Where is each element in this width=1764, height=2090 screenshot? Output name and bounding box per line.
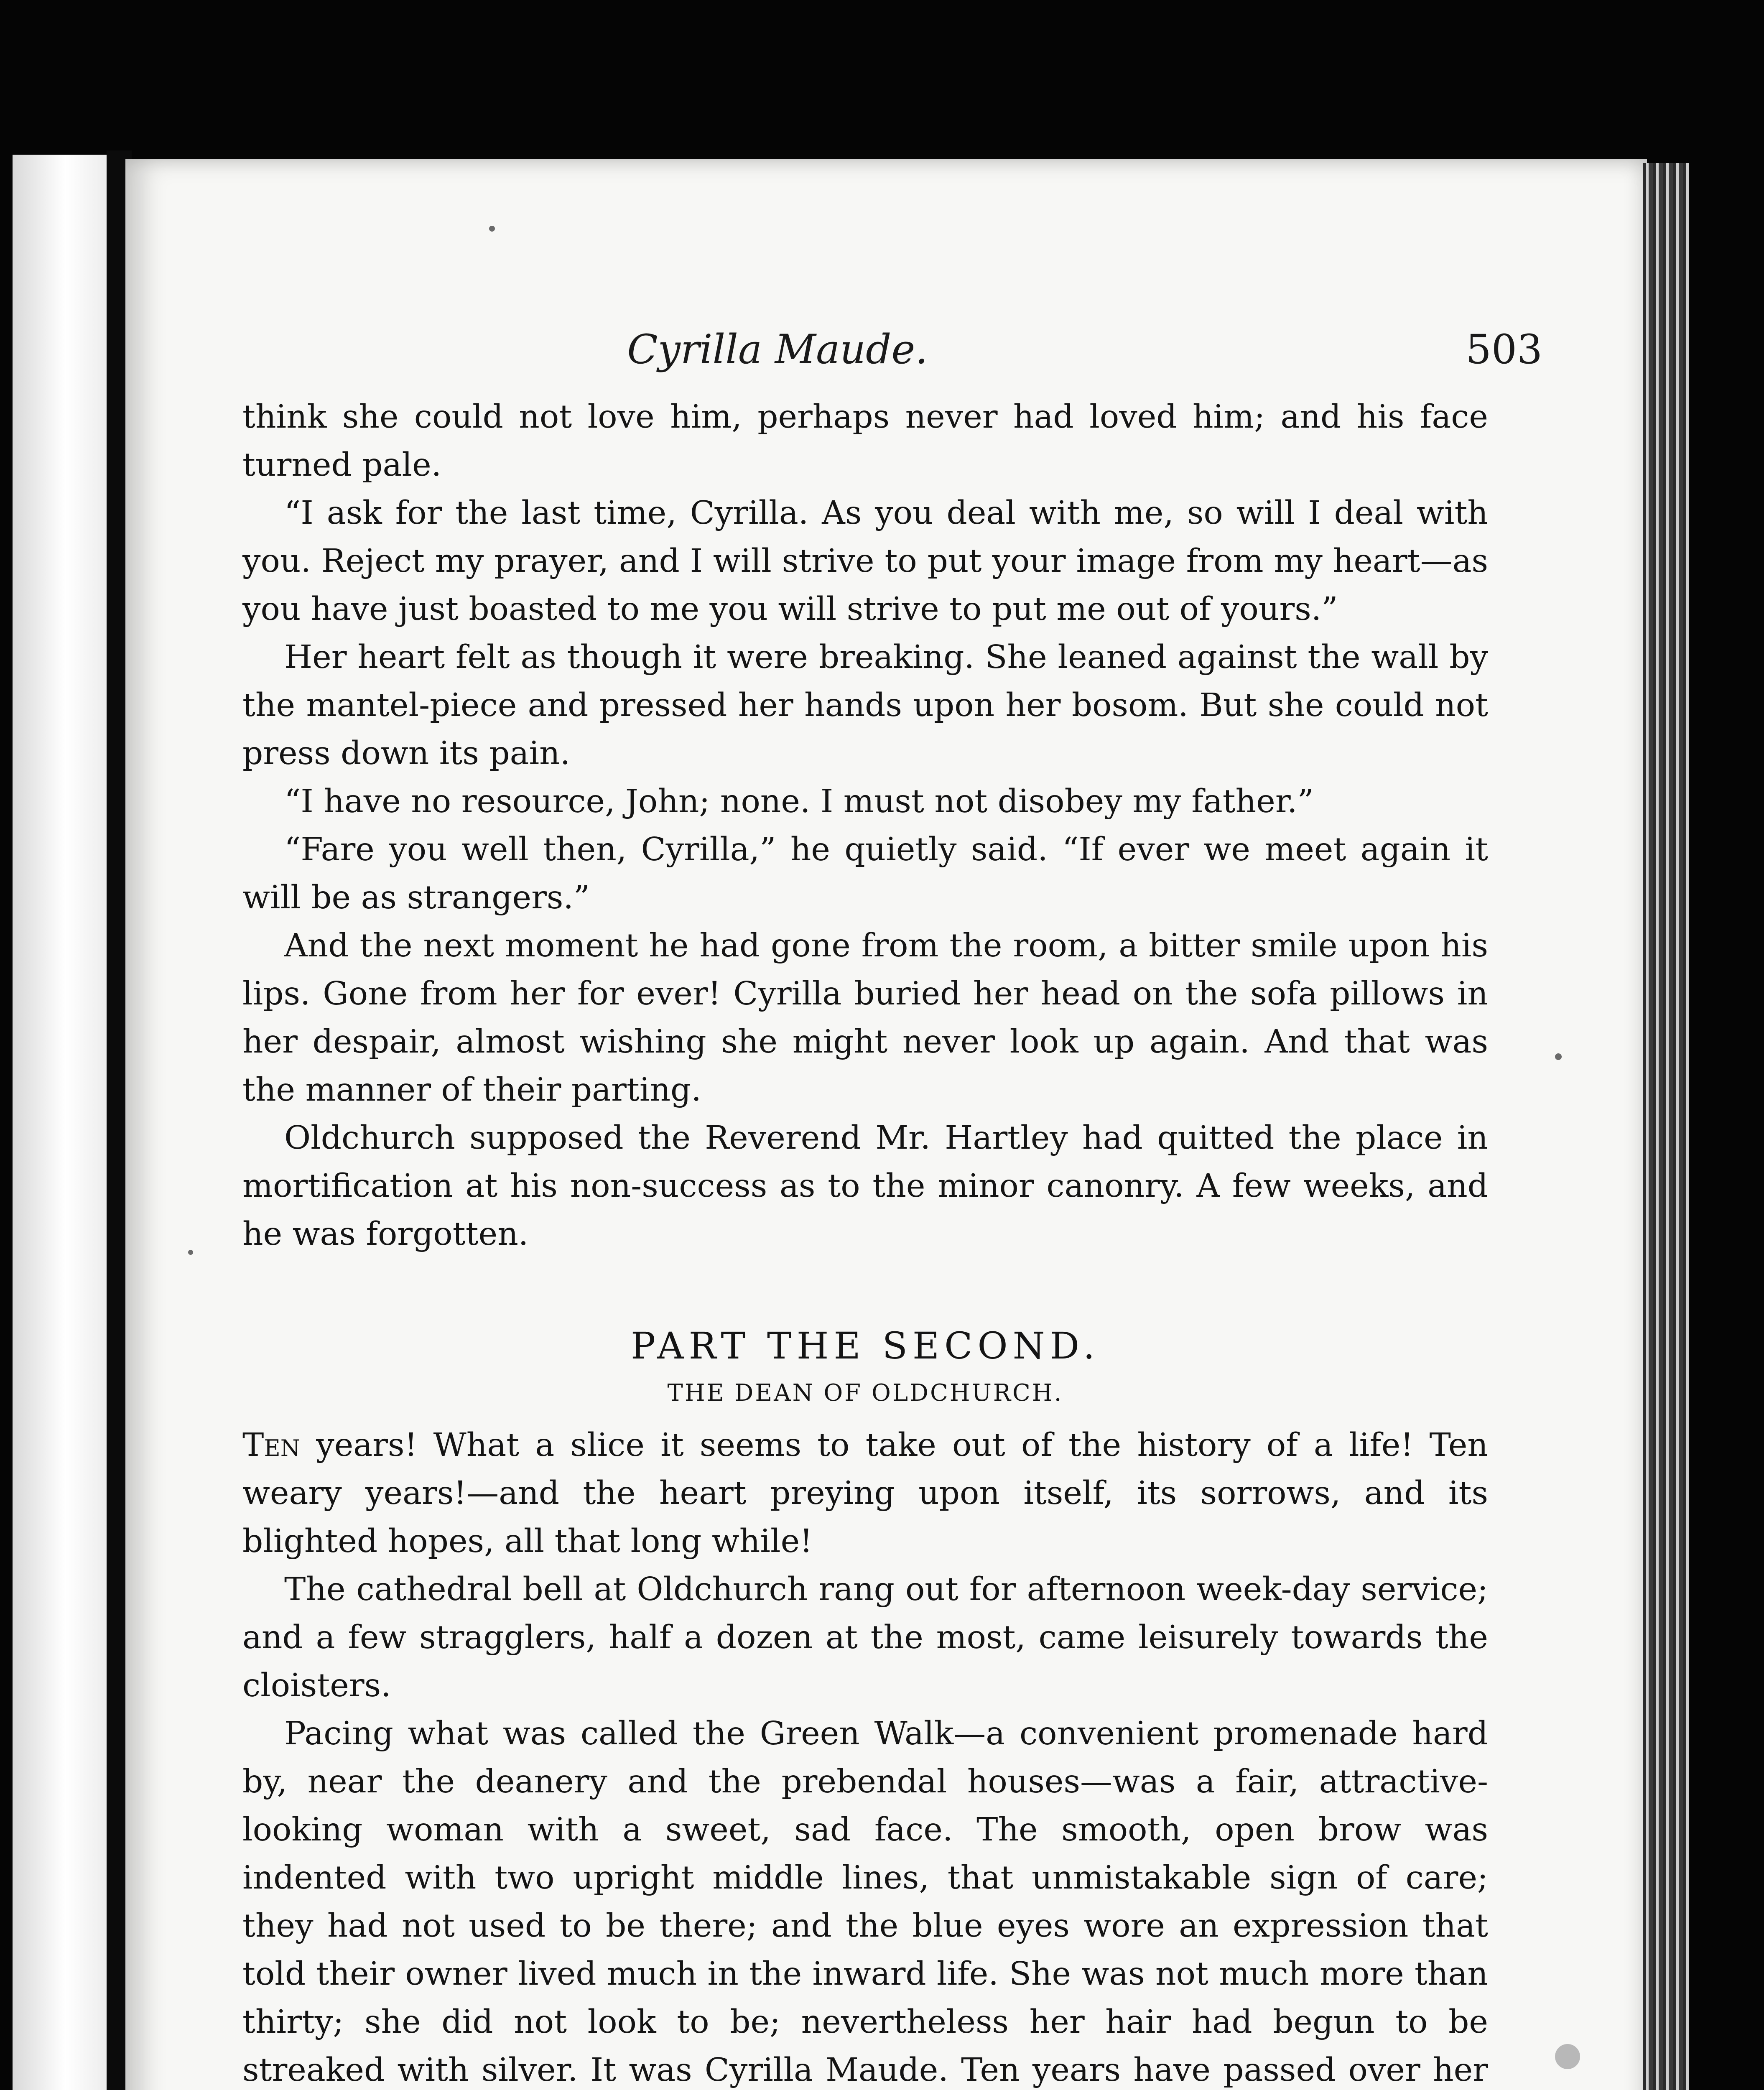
paragraph: Oldchurch supposed the Reverend Mr. Hartley had quitted the place in mortification at his non-success as to the minor canonry. A few weeks, and he was forgotten.: [242, 1119, 1488, 1253]
paragraph: “I have no resource, John; none. I must not disobey my father.”: [284, 783, 1314, 820]
paragraph: “I ask for the last time, Cyrilla. As you deal with me, so will I deal with you. Reject my prayer, and I will strive to put your image from my heart—as you have just boasted to me you will strive to put me out of yours.”: [242, 494, 1488, 628]
paragraph: “Fare you well then, Cyrilla,” he quietly said. “If ever we meet again it will be as strangers.”: [242, 831, 1488, 916]
page-number: 503: [1466, 326, 1542, 373]
paper-speck: [1555, 2044, 1580, 2069]
paragraph: And the next moment he had gone from the room, a bitter smile upon his lips. Gone from her for ever! Cyrilla buried her head on the sofa pillows in her despair, almost wishing she might never look up again. And that was the manner of their parting.: [242, 927, 1488, 1109]
paragraph: think she could not love him, perhaps never had loved him; and his face turned pale.: [242, 398, 1488, 484]
paper-speck: [489, 226, 495, 232]
paper-speck: [1555, 1053, 1562, 1060]
opening-word: Ten: [242, 1427, 301, 1464]
paragraph: [242, 1421, 1488, 1565]
body-text: [242, 393, 1488, 2090]
page-stack-edges: [1643, 163, 1689, 2090]
paper-speck: [188, 1250, 193, 1255]
opening-text: years! What a slice it seems to take out of the history of a life! Ten weary years!—and the heart preying upon itself, its sorrows, and its blighted hopes, all that long while!: [242, 1427, 1488, 1560]
section-heading: THE DEAN OF OLDCHURCH.: [667, 1379, 1063, 1407]
part-heading: PART THE SECOND.: [630, 1324, 1100, 1367]
paragraph: Her heart felt as though it were breaking. She leaned against the wall by the mantel-piece and pressed her hands upon her bosom. But she could not press down its pain.: [242, 639, 1488, 772]
running-title: Cyrilla Maude.: [627, 326, 928, 373]
paragraph: The cathedral bell at Oldchurch rang out for afternoon week-day service; and a few stragglers, half a dozen at the most, came leisurely towards the cloisters.: [242, 1571, 1488, 1704]
paragraph: Pacing what was called the Green Walk—a convenient promenade hard by, near the deanery and the prebendal houses—was a fair, attractive-looking woman with a sweet, sad face. The smooth, open brow was indented with two upright middle lines, that unmistakable sign of care; they had not used to be there; and the blue eyes wore an expression that told their owner lived much in the inward life. She was not much more than thirty; she did not look to be; nevertheless her hair had begun to be streaked with silver. It was Cyrilla Maude. Ten years have passed over her: [242, 1715, 1488, 2089]
facing-page-edge: [13, 155, 109, 2090]
